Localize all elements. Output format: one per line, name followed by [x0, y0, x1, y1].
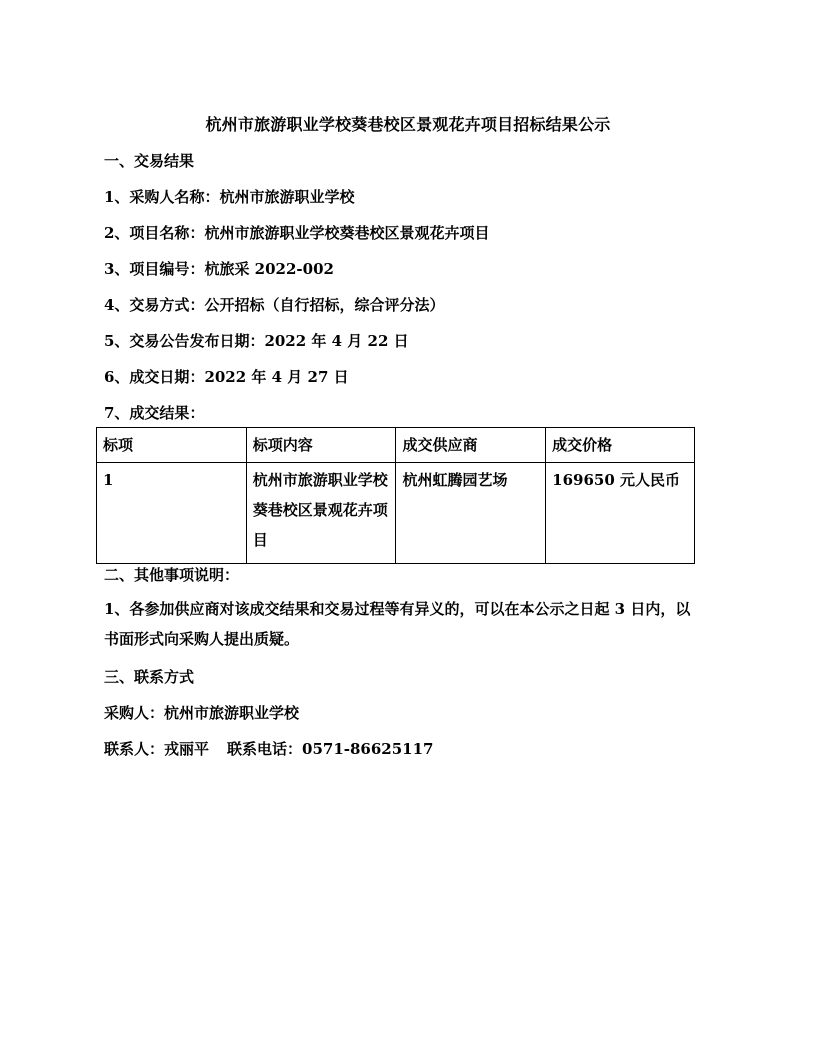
announcement-date-line: 5、交易公告发布日期：2022 年 4 月 22 日	[104, 332, 409, 350]
result-table	[96, 427, 695, 564]
objection-paragraph: 1、各参加供应商对该成交结果和交易过程等有异义的，可以在本公示之日起 3 日内，以书面形式向采购人提出质疑。	[104, 600, 691, 648]
cell-price: 169650 元人民币	[546, 463, 695, 564]
table-row	[97, 463, 695, 564]
cell-supplier: 杭州虹腾园艺场	[396, 463, 546, 564]
cell-item: 1	[97, 463, 247, 564]
contact-purchaser-line: 采购人：杭州市旅游职业学校	[104, 704, 300, 722]
document-title: 杭州市旅游职业学校葵巷校区景观花卉项目招标结果公示	[205, 115, 611, 134]
contact-phone: 联系电话：0571-86625117	[227, 740, 434, 758]
contact-line	[104, 738, 434, 759]
cell-content: 杭州市旅游职业学校葵巷校区景观花卉项目	[246, 463, 396, 564]
header-item: 标项	[97, 428, 247, 463]
deal-result-line: 7、成交结果：	[104, 404, 205, 422]
section1-heading: 一、交易结果	[104, 152, 195, 170]
table-header-row	[97, 428, 695, 463]
contact-person: 联系人：戎丽平	[104, 740, 210, 758]
transaction-method-line: 4、交易方式：公开招标（自行招标，综合评分法）	[104, 296, 445, 314]
header-content: 标项内容	[246, 428, 396, 463]
header-supplier: 成交供应商	[396, 428, 546, 463]
section3-heading: 三、联系方式	[104, 668, 195, 686]
section2-heading: 二、其他事项说明：	[104, 566, 240, 584]
deal-date-line: 6、成交日期：2022 年 4 月 27 日	[104, 368, 349, 386]
purchaser-name-line: 1、采购人名称：杭州市旅游职业学校	[104, 188, 355, 206]
project-name-line: 2、项目名称：杭州市旅游职业学校葵巷校区景观花卉项目	[104, 224, 490, 242]
header-price: 成交价格	[546, 428, 695, 463]
project-number-line: 3、项目编号：杭旅采 2022-002	[104, 260, 334, 278]
